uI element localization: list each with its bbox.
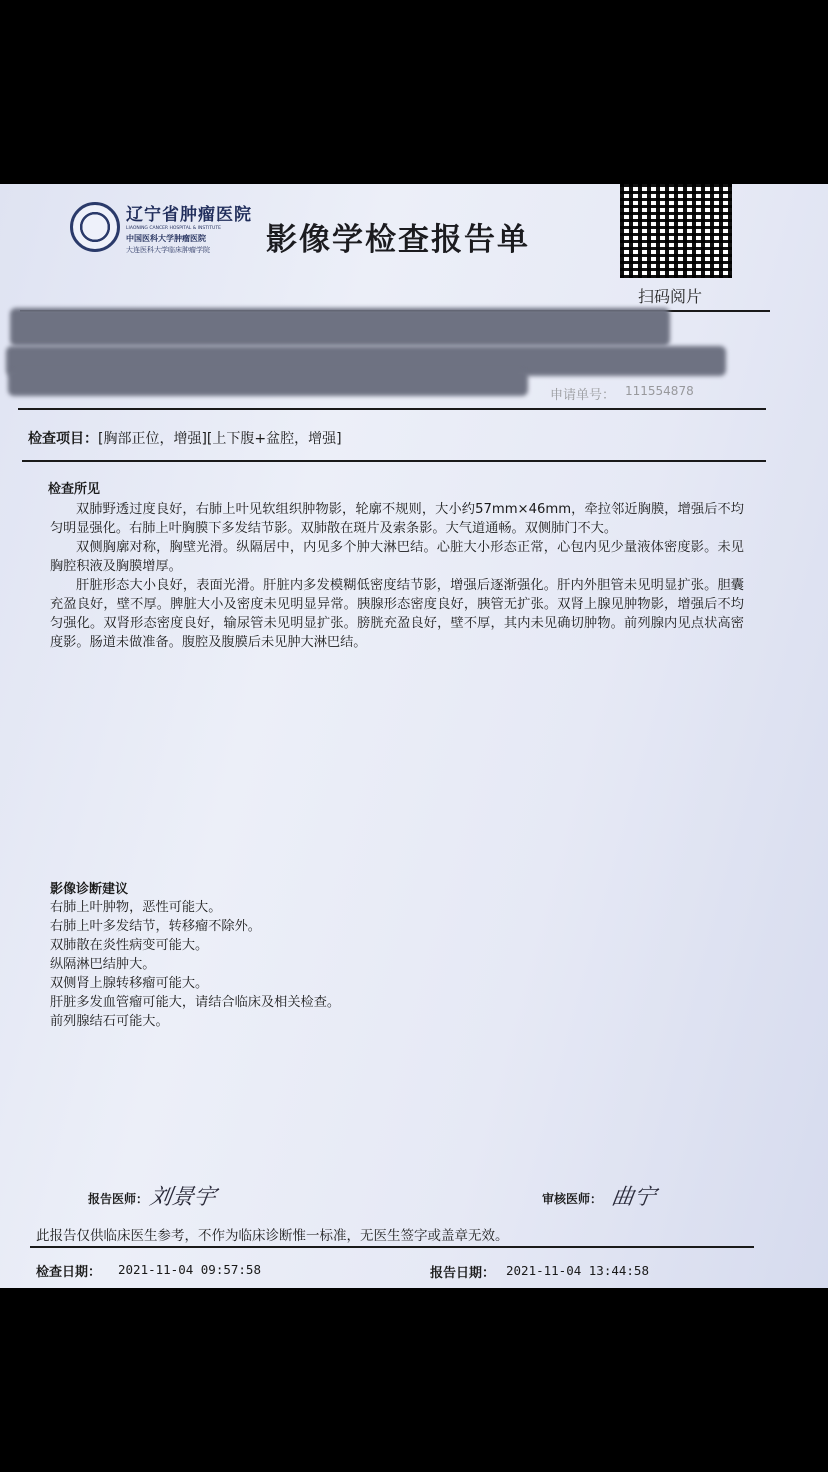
findings-paragraph: 肝脏形态大小良好，表面光滑。肝脏内多发模糊低密度结节影，增强后逐渐强化。肝内外胆管未见明显扩张。胆囊充盈良好，壁不厚。脾脏大小及密度未见明显异常。胰腺形态密度良好，胰管无扩张。双肾上腺见肿物影，增强后不均匀强化。双肾形态密度良好，输尿管未见明显扩张。膀胱充盈良好，壁不厚，其内未见确切肿物。前列腺内见点状高密度影。肠道未做准备。腹腔及腹膜后未见肿大淋巴结。 [50, 578, 744, 650]
hospital-emblem-icon [70, 202, 120, 252]
diagnosis-heading: 影像诊断建议 [50, 882, 129, 897]
hospital-name-cn: 辽宁省肿瘤医院 [126, 205, 252, 225]
diagnosis-line: 纵隔淋巴结肿大。 [50, 957, 156, 972]
request-number-label: 申请单号： [550, 388, 616, 403]
diagnosis-line: 肝脏多发血管瘤可能大，请结合临床及相关检查。 [50, 995, 341, 1010]
findings-body [50, 500, 744, 652]
info-divider [18, 408, 766, 410]
request-number-value: 111554878 [625, 384, 694, 398]
disclaimer-text: 此报告仅供临床医生参考，不作为临床诊断惟一标准，无医生签字或盖章无效。 [36, 1228, 509, 1244]
report-date-label: 报告日期： [430, 1266, 496, 1281]
diagnosis-list [50, 898, 340, 1031]
diagnosis-line: 右肺上叶肿物，恶性可能大。 [50, 900, 222, 915]
exam-divider [22, 460, 766, 462]
diagnosis-line: 双肺散在炎性病变可能大。 [50, 938, 209, 953]
redacted-patient-info [10, 308, 670, 346]
exam-date-label: 检查日期： [36, 1265, 102, 1280]
hospital-subtitle-1: 中国医科大学肿瘤医院 [126, 234, 206, 243]
exam-items-label: 检查项目： [28, 431, 98, 447]
report-title: 影像学检查报告单 [266, 222, 530, 258]
review-doctor-signature: 曲宁 [609, 1185, 658, 1210]
exam-date-value: 2021-11-04 09:57:58 [118, 1262, 261, 1277]
report-doctor-signature: 刘景宇 [147, 1185, 218, 1210]
review-doctor-label: 审核医师： [542, 1192, 603, 1206]
hospital-subtitle-2: 大连医科大学临床肿瘤学院 [126, 246, 210, 254]
diagnosis-line: 右肺上叶多发结节，转移瘤不除外。 [50, 919, 261, 934]
hospital-name-en: LIAONING CANCER HOSPITAL & INSTITUTE [126, 226, 221, 231]
findings-paragraph: 双侧胸廓对称，胸壁光滑。纵隔居中，内见多个肿大淋巴结。心脏大小形态正常，心包内见少量液体密度影。未见胸腔积液及胸膜增厚。 [50, 540, 744, 574]
report-date-value: 2021-11-04 13:44:58 [506, 1263, 649, 1278]
exam-items [28, 428, 342, 448]
qr-code-label: 扫码阅片 [638, 287, 703, 306]
diagnosis-line: 前列腺结石可能大。 [50, 1014, 169, 1029]
findings-paragraph: 双肺野透过度良好，右肺上叶见软组织肿物影，轮廓不规则，大小约57mm×46mm，牵拉邻近胸膜，增强后不均匀明显强化。右肺上叶胸膜下多发结节影。双肺散在斑片及索条影。大气道通畅。双侧肺门不大。 [50, 502, 744, 536]
report-paper [0, 184, 828, 1288]
redacted-patient-info [8, 370, 528, 396]
exam-items-value: [胸部正位，增强][上下腹+盆腔，增强] [98, 431, 342, 447]
footer-divider [30, 1246, 754, 1248]
report-doctor-label: 报告医师： [88, 1192, 149, 1206]
findings-heading: 检查所见 [48, 482, 101, 497]
qr-code-icon[interactable] [620, 184, 732, 278]
hospital-logo [126, 200, 252, 255]
diagnosis-line: 双侧肾上腺转移瘤可能大。 [50, 976, 209, 991]
